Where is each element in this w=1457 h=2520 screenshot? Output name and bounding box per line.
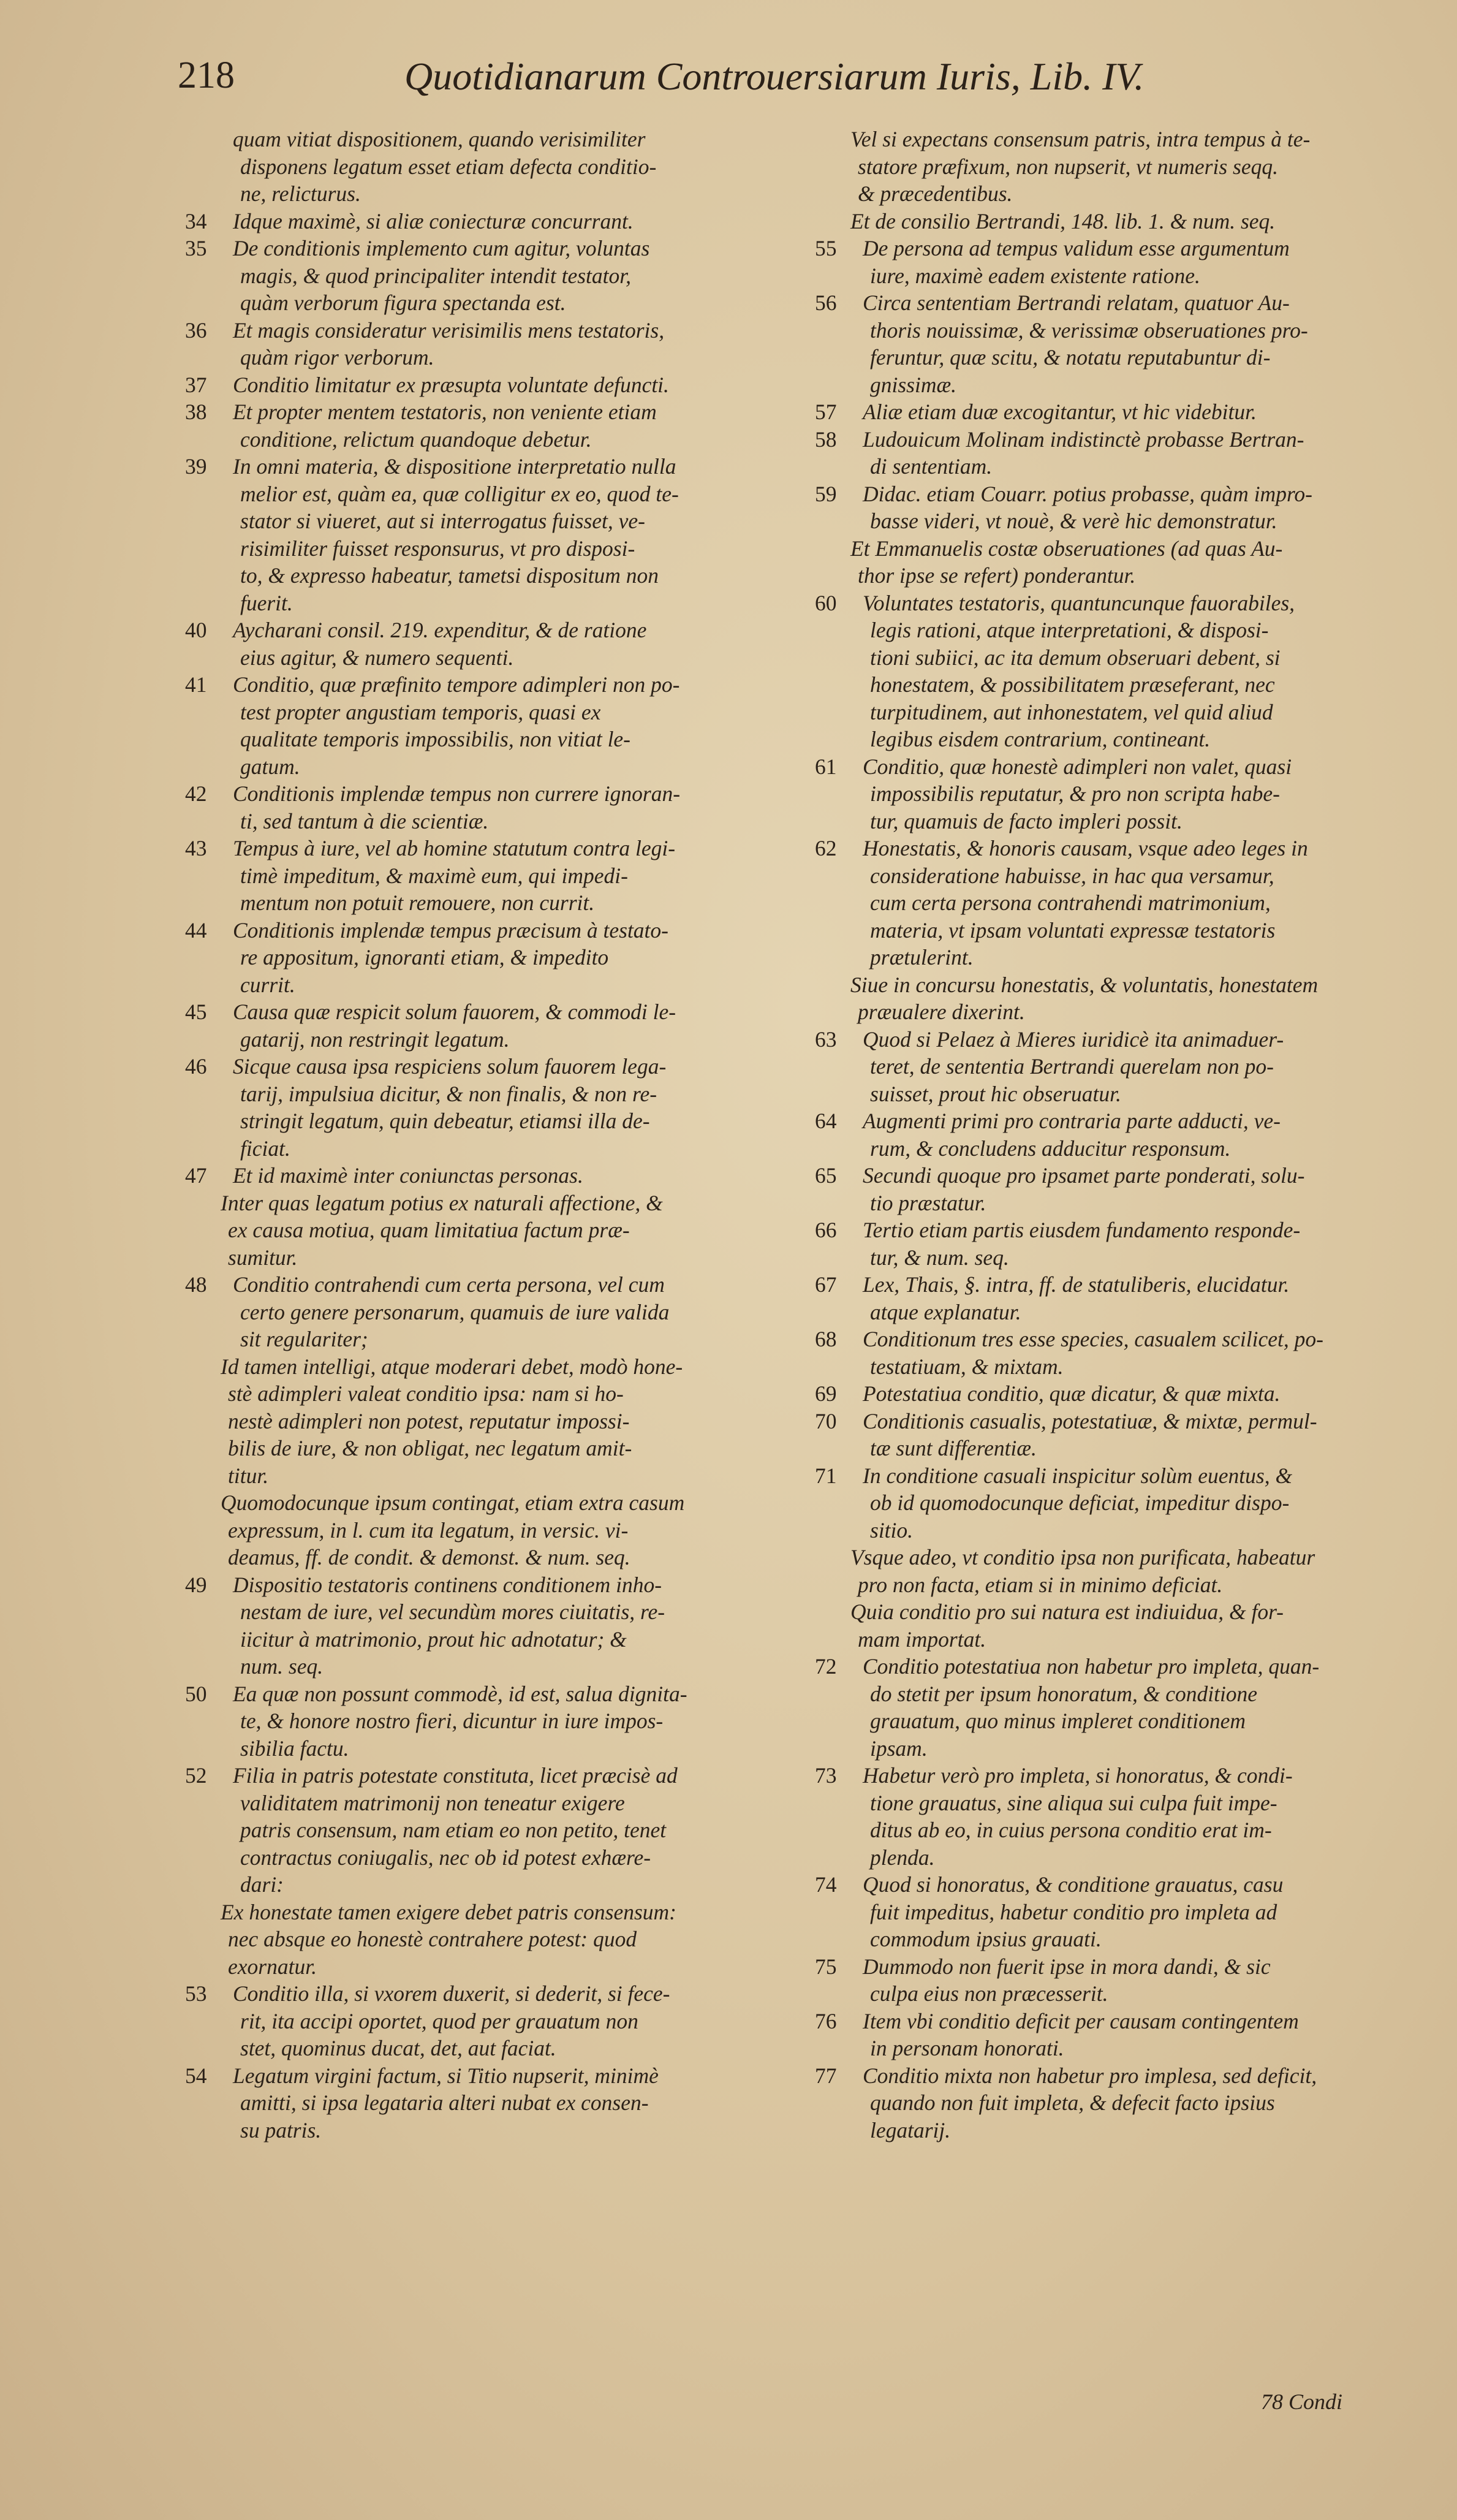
entry-line: Conditio, quæ honestè adimpleri non valet, quasi bbox=[863, 754, 1292, 779]
entry-number: 71 bbox=[815, 1463, 837, 1488]
entry-line: Vel si expectans consensum patris, intra tempus à te- bbox=[850, 127, 1311, 151]
entry-number: 65 bbox=[815, 1163, 837, 1188]
index-entry bbox=[815, 1762, 1400, 1871]
entry-number: 47 bbox=[185, 1163, 207, 1188]
entry-line: eius agitur, & numero sequenti. bbox=[240, 645, 514, 670]
entry-number: 45 bbox=[185, 1000, 207, 1024]
index-entry bbox=[815, 126, 1400, 208]
index-entry bbox=[185, 835, 805, 917]
index-entry bbox=[815, 1271, 1400, 1326]
entry-line: Habetur verò pro impleta, si honoratus, & condi- bbox=[863, 1763, 1293, 1788]
entry-line: Et de consilio Bertrandi, 148. lib. 1. & num. seq. bbox=[850, 208, 1276, 233]
entry-line: iicitur à matrimonio, prout hic adnotatur; & bbox=[240, 1626, 627, 1652]
entry-line: conditione, relictum quandoque debetur. bbox=[240, 427, 592, 452]
entry-line: Inter quas legatum potius ex naturali affectione, & bbox=[221, 1190, 663, 1215]
entry-line: quàm rigor verborum. bbox=[240, 345, 434, 370]
entry-line: bilis de iure, & non obligat, nec legatum amit- bbox=[228, 1436, 632, 1460]
index-entry bbox=[815, 1653, 1400, 1762]
entry-line: to, & expresso habeatur, tametsi dispositum non bbox=[240, 563, 659, 588]
entry-line: quàm verborum figura spectanda est. bbox=[240, 290, 566, 315]
index-entry bbox=[815, 1953, 1400, 2008]
entry-line: contractus coniugalis, nec ob id potest exhære- bbox=[240, 1845, 651, 1870]
entry-number: 34 bbox=[185, 208, 207, 233]
entry-line: Et magis consideratur verisimilis mens testatoris, bbox=[233, 317, 665, 343]
entry-line: iure, maximè eadem existente ratione. bbox=[870, 263, 1200, 288]
entry-line: tioni subiici, ac ita demum obseruari debent, si bbox=[870, 645, 1281, 670]
entry-line: Sicque causa ipsa respiciens solum fauorem lega- bbox=[233, 1054, 667, 1079]
entry-line: sit regulariter; bbox=[240, 1327, 368, 1351]
index-entry bbox=[815, 398, 1400, 426]
entry-line: nec absque eo honestè contrahere potest: quod bbox=[228, 1927, 637, 1951]
entry-line: testatiuam, & mixtam. bbox=[870, 1354, 1064, 1379]
entry-number: 40 bbox=[185, 618, 207, 642]
index-entry bbox=[185, 371, 805, 399]
entry-line: tione grauatus, sine aliqua sui culpa fuit impe- bbox=[870, 1790, 1277, 1815]
entry-line: quam vitiat dispositionem, quando verisimiliter bbox=[233, 127, 646, 151]
entry-number: 56 bbox=[815, 290, 837, 315]
entry-line: test propter angustiam temporis, quasi ex bbox=[240, 699, 601, 724]
entry-number: 70 bbox=[815, 1408, 837, 1433]
entry-line: tur, & num. seq. bbox=[870, 1245, 1009, 1270]
entry-number: 54 bbox=[185, 2063, 207, 2088]
entry-line: tio præstatur. bbox=[870, 1190, 986, 1215]
index-entry bbox=[815, 590, 1400, 753]
entry-line: te, & honore nostro fieri, dicuntur in iure impos- bbox=[240, 1709, 664, 1733]
entry-number: 76 bbox=[815, 2008, 837, 2033]
index-entry bbox=[185, 780, 805, 835]
page-header bbox=[178, 54, 1281, 115]
entry-line: culpa eius non præcesserit. bbox=[870, 1981, 1108, 2006]
entry-line: Dispositio testatoris continens conditionem inho- bbox=[233, 1572, 662, 1597]
index-entry bbox=[815, 289, 1400, 398]
entry-number: 77 bbox=[815, 2063, 837, 2088]
entry-number: 37 bbox=[185, 372, 207, 397]
entry-number: 52 bbox=[185, 1763, 207, 1788]
left-column bbox=[185, 126, 805, 2144]
entry-number: 63 bbox=[815, 1027, 837, 1052]
entry-line: Siue in concursu honestatis, & voluntatis, honestatem bbox=[850, 972, 1319, 997]
entry-line: nestè adimpleri non potest, reputatur impossi- bbox=[228, 1408, 630, 1433]
entry-number: 55 bbox=[815, 236, 837, 260]
entry-line: Conditio, quæ præfinito tempore adimpleri non po- bbox=[233, 672, 680, 697]
entry-line: prætulerint. bbox=[870, 945, 974, 970]
entry-line: Conditionis implendæ tempus non currere ignoran- bbox=[233, 781, 681, 806]
entry-number: 50 bbox=[185, 1681, 207, 1706]
entry-line: De conditionis implemento cum agitur, voluntas bbox=[233, 236, 650, 260]
entry-number: 69 bbox=[815, 1381, 837, 1406]
entry-line: stator si viueret, aut si interrogatus fuisset, ve- bbox=[240, 509, 645, 533]
entry-line: pro non facta, etiam si in minimo deficiat. bbox=[858, 1572, 1223, 1597]
entry-number: 36 bbox=[185, 317, 207, 343]
entry-line: Ludouicum Molinam indistinctè probasse Bertran- bbox=[863, 427, 1304, 452]
entry-line: Secundi quoque pro ipsamet parte ponderati, solu- bbox=[863, 1163, 1305, 1188]
entry-line: Tempus à iure, vel ab homine statutum contra legi- bbox=[233, 836, 676, 860]
index-entry bbox=[185, 917, 805, 999]
entry-line: ditus ab eo, in cuius persona conditio erat im- bbox=[870, 1818, 1272, 1842]
entry-number: 42 bbox=[185, 781, 207, 806]
index-entry bbox=[185, 1053, 805, 1162]
entry-number: 44 bbox=[185, 917, 207, 943]
entry-line: di sententiam. bbox=[870, 454, 993, 479]
index-entry bbox=[185, 317, 805, 371]
index-entry bbox=[815, 1544, 1400, 1598]
entry-line: risimiliter fuisset responsurus, vt pro disposi- bbox=[240, 536, 635, 561]
entry-number: 58 bbox=[815, 427, 837, 452]
entry-line: sibilia factu. bbox=[240, 1736, 349, 1761]
index-entry bbox=[815, 208, 1400, 235]
entry-line: su patris. bbox=[240, 2117, 322, 2142]
entry-line: Voluntates testatoris, quantuncunque fauorabiles, bbox=[863, 590, 1295, 615]
entry-number: 61 bbox=[815, 754, 837, 779]
entry-line: plenda. bbox=[870, 1845, 935, 1870]
index-entry bbox=[185, 208, 805, 235]
entry-line: legatarij. bbox=[870, 2117, 951, 2142]
entry-line: impossibilis reputatur, & pro non scripta habe- bbox=[870, 781, 1280, 806]
entry-number: 67 bbox=[815, 1272, 837, 1297]
index-entry bbox=[815, 1216, 1400, 1271]
index-entry bbox=[815, 426, 1400, 480]
entry-line: Conditio limitatur ex præsupta voluntate defuncti. bbox=[233, 372, 669, 397]
entry-line: Aycharani consil. 219. expenditur, & de ratione bbox=[233, 618, 647, 642]
index-entry bbox=[185, 998, 805, 1053]
entry-line: tarij, impulsiua dicitur, & non finalis, & non re- bbox=[240, 1081, 657, 1106]
entry-line: ipsam. bbox=[870, 1736, 928, 1761]
entry-number: 35 bbox=[185, 236, 207, 260]
index-entry bbox=[815, 835, 1400, 971]
entry-line: commodum ipsius grauati. bbox=[870, 1927, 1102, 1951]
index-entry bbox=[815, 971, 1400, 1026]
entry-line: Quod si Pelaez à Mieres iuridicè ita animaduer- bbox=[863, 1027, 1284, 1052]
entry-line: suisset, prout hic obseruatur. bbox=[870, 1081, 1121, 1106]
index-entry bbox=[185, 1762, 805, 1899]
entry-line: stè adimpleri valeat conditio ipsa: nam si ho- bbox=[228, 1381, 624, 1406]
index-entry bbox=[815, 1871, 1400, 1953]
entry-line: Aliæ etiam duæ excogitantur, vt hic videbitur. bbox=[863, 400, 1257, 424]
entry-line: timè impeditum, & maximè eum, qui impedi- bbox=[240, 863, 628, 888]
entry-line: legis rationi, atque interpretationi, & disposi- bbox=[870, 618, 1269, 642]
index-entry bbox=[815, 1598, 1400, 1653]
entry-line: exornatur. bbox=[228, 1954, 317, 1979]
entry-line: Augmenti primi pro contraria parte adducti, ve- bbox=[863, 1109, 1281, 1133]
entry-line: Lex, Thais, §. intra, ff. de statuliberis, elucidatur. bbox=[863, 1272, 1290, 1297]
entry-line: Circa sententiam Bertrandi relatam, quatuor Au- bbox=[863, 290, 1290, 315]
entry-line: consideratione habuisse, in hac qua versamur, bbox=[870, 863, 1274, 888]
entry-line: disponens legatum esset etiam defecta conditio- bbox=[240, 154, 657, 179]
entry-line: dari: bbox=[240, 1872, 284, 1897]
entry-line: Filia in patris potestate constituta, licet præcisè ad bbox=[233, 1763, 678, 1788]
index-entry bbox=[185, 671, 805, 780]
entry-number: 66 bbox=[815, 1218, 837, 1242]
entry-line: Ea quæ non possunt commodè, id est, salua dignita- bbox=[233, 1681, 687, 1706]
entry-line: honestatem, & possibilitatem præseferant, nec bbox=[870, 672, 1275, 697]
entry-number: 48 bbox=[185, 1272, 207, 1297]
entry-line: Conditio potestatiua non habetur pro impleta, quan- bbox=[863, 1654, 1320, 1679]
entry-line: ti, sed tantum à die scientiæ. bbox=[240, 808, 489, 833]
entry-number: 64 bbox=[815, 1109, 837, 1133]
entry-number: 73 bbox=[815, 1763, 837, 1788]
index-entry bbox=[815, 1162, 1400, 1216]
entry-number: 72 bbox=[815, 1654, 837, 1679]
entry-line: In omni materia, & dispositione interpretatio nulla bbox=[233, 454, 676, 479]
entry-line: expressum, in l. cum ita legatum, in versic. vi- bbox=[228, 1517, 629, 1543]
index-entry bbox=[185, 398, 805, 453]
entry-line: Conditio mixta non habetur pro implesa, sed deficit, bbox=[863, 2063, 1317, 2088]
entry-line: sumitur. bbox=[228, 1245, 298, 1270]
entry-line: patris consensum, nam etiam eo non petito, tenet bbox=[240, 1818, 667, 1842]
entry-line: fuit impeditus, habetur conditio pro impleta ad bbox=[870, 1899, 1277, 1924]
index-entry bbox=[815, 1380, 1400, 1408]
entry-number: 38 bbox=[185, 400, 207, 424]
entry-line: Vsque adeo, vt conditio ipsa non purificata, habeatur bbox=[850, 1545, 1315, 1569]
entry-line: fuerit. bbox=[240, 590, 293, 615]
entry-line: Et id maximè inter coniunctas personas. bbox=[233, 1163, 583, 1188]
entry-line: legibus eisdem contrarium, contineant. bbox=[870, 727, 1211, 751]
entry-line: gnissimæ. bbox=[870, 372, 957, 397]
index-entry bbox=[185, 1680, 805, 1763]
entry-line: nestam de iure, vel secundùm mores ciuitatis, re- bbox=[240, 1600, 665, 1624]
index-entry bbox=[185, 1571, 805, 1680]
entry-line: mam importat. bbox=[858, 1626, 986, 1652]
entry-line: basse videri, vt nouè, & verè hic demonstratur. bbox=[870, 509, 1277, 533]
index-entry bbox=[185, 126, 805, 208]
catchword: 78 Condi bbox=[1261, 2389, 1343, 2414]
entry-line: rum, & concludens adducitur responsum. bbox=[870, 1136, 1231, 1161]
entry-line: titur. bbox=[228, 1463, 269, 1488]
entry-line: sitio. bbox=[870, 1517, 914, 1543]
entry-line: Conditionum tres esse species, casualem scilicet, po- bbox=[863, 1327, 1323, 1351]
entry-number: 46 bbox=[185, 1054, 207, 1079]
index-entry bbox=[815, 1026, 1400, 1108]
entry-line: ex causa motiua, quam limitatiua factum præ- bbox=[228, 1218, 630, 1242]
index-entry bbox=[185, 453, 805, 617]
entry-number: 41 bbox=[185, 672, 207, 697]
entry-line: stet, quominus ducat, det, aut faciat. bbox=[240, 2036, 556, 2060]
entry-line: Ex honestate tamen exigere debet patris consensum: bbox=[221, 1899, 676, 1924]
entry-number: 57 bbox=[815, 400, 837, 424]
entry-line: quando non fuit impleta, & defecit facto ipsius bbox=[870, 2090, 1275, 2115]
entry-line: & præcedentibus. bbox=[858, 181, 1013, 206]
entry-line: Dummodo non fuerit ipse in mora dandi, & sic bbox=[863, 1954, 1271, 1979]
entry-line: Idque maximè, si aliæ coniecturæ concurrant. bbox=[233, 208, 634, 233]
entry-line: tæ sunt differentiæ. bbox=[870, 1436, 1037, 1460]
entry-line: Quod si honoratus, & conditione grauatus, casu bbox=[863, 1872, 1284, 1897]
index-entry bbox=[815, 1462, 1400, 1544]
entry-line: materia, vt ipsam voluntati expressæ testatoris bbox=[870, 917, 1276, 943]
index-entry bbox=[185, 1353, 805, 1490]
entry-line: melior est, quàm ea, quæ colligitur ex eo, quod te- bbox=[240, 481, 679, 506]
entry-line: certo genere personarum, quamuis de iure valida bbox=[240, 1299, 670, 1324]
entry-line: ob id quomodocunque deficiat, impeditur dispo- bbox=[870, 1490, 1290, 1515]
entry-line: atque explanatur. bbox=[870, 1299, 1021, 1324]
entry-line: qualitate temporis impossibilis, non vitiat le- bbox=[240, 727, 631, 751]
entry-line: cum certa persona contrahendi matrimonium, bbox=[870, 890, 1271, 915]
entry-line: ne, relicturus. bbox=[240, 181, 361, 206]
entry-line: Conditio illa, si vxorem duxerit, si dederit, si fece- bbox=[233, 1981, 670, 2006]
entry-line: Didac. etiam Couarr. potius probasse, quàm impro- bbox=[863, 481, 1313, 506]
entry-line: thoris nouissimæ, & verissimæ obseruationes pro- bbox=[870, 317, 1308, 343]
entry-line: Id tamen intelligi, atque moderari debet, modò hone- bbox=[221, 1354, 683, 1379]
entry-line: statore præfixum, non nupserit, vt numeris seqq. bbox=[858, 154, 1278, 179]
entry-line: Quomodocunque ipsum contingat, etiam extra casum bbox=[221, 1490, 685, 1515]
entry-line: In conditione casuali inspicitur solùm euentus, & bbox=[863, 1463, 1293, 1488]
entry-line: Et Emmanuelis costæ obseruationes (ad quas Au- bbox=[850, 536, 1283, 561]
entry-line: validitatem matrimonij non teneatur exigere bbox=[240, 1790, 625, 1815]
entry-line: thor ipse se refert) ponderantur. bbox=[858, 563, 1136, 588]
entry-line: ficiat. bbox=[240, 1136, 290, 1161]
entry-number: 39 bbox=[185, 454, 207, 479]
entry-line: gatarij, non restringit legatum. bbox=[240, 1027, 510, 1052]
entry-line: tur, quamuis de facto impleri possit. bbox=[870, 808, 1183, 833]
entry-line: Conditionis casualis, potestatiuæ, & mixtæ, permul- bbox=[863, 1408, 1317, 1433]
index-entry bbox=[815, 1326, 1400, 1380]
entry-line: magis, & quod principaliter intendit testator, bbox=[240, 263, 632, 288]
entry-line: deamus, ff. de condit. & demonst. & num. seq. bbox=[228, 1545, 630, 1569]
entry-number: 62 bbox=[815, 836, 837, 860]
right-column bbox=[815, 126, 1400, 2144]
index-entry bbox=[815, 480, 1400, 535]
entry-number: 59 bbox=[815, 481, 837, 506]
entry-line: currit. bbox=[240, 972, 295, 997]
entry-line: grauatum, quo minus impleret conditionem bbox=[870, 1709, 1246, 1733]
index-entry bbox=[815, 2062, 1400, 2144]
index-entry bbox=[185, 617, 805, 671]
index-entry bbox=[185, 1899, 805, 1981]
entry-number: 43 bbox=[185, 836, 207, 860]
index-entry bbox=[185, 1190, 805, 1272]
entry-line: mentum non potuit remouere, non currit. bbox=[240, 890, 595, 915]
entry-line: præualere dixerint. bbox=[858, 1000, 1025, 1024]
entry-line: rit, ita accipi oportet, quod per grauatum non bbox=[240, 2008, 638, 2033]
index-entry bbox=[185, 1162, 805, 1190]
entry-line: Tertio etiam partis eiusdem fundamento responde- bbox=[863, 1218, 1301, 1242]
entry-number: 74 bbox=[815, 1872, 837, 1897]
entry-line: Honestatis, & honoris causam, vsque adeo leges in bbox=[863, 836, 1308, 860]
running-title: Quotidianarum Controuersiarum Iuris, Lib. IV. bbox=[404, 55, 1145, 98]
index-entry bbox=[185, 1489, 805, 1571]
entry-number: 60 bbox=[815, 590, 837, 615]
page-number: 218 bbox=[178, 55, 235, 96]
index-entry bbox=[815, 235, 1400, 289]
entry-number: 68 bbox=[815, 1327, 837, 1351]
entry-line: Legatum virgini factum, si Titio nupserit, minimè bbox=[233, 2063, 659, 2088]
entry-line: num. seq. bbox=[240, 1654, 324, 1679]
entry-line: do stetit per ipsum honoratum, & conditione bbox=[870, 1681, 1258, 1706]
entry-line: Item vbi conditio deficit per causam contingentem bbox=[863, 2008, 1299, 2033]
entry-number: 53 bbox=[185, 1981, 207, 2006]
entry-line: amitti, si ipsa legataria alteri nubat ex consen- bbox=[240, 2090, 649, 2115]
entry-line: teret, de sententia Bertrandi querelam non po- bbox=[870, 1054, 1274, 1079]
entry-line: Conditio contrahendi cum certa persona, vel cum bbox=[233, 1272, 665, 1297]
entry-line: stringit legatum, quin debeatur, etiamsi illa de- bbox=[240, 1109, 650, 1133]
entry-line: Conditionis implendæ tempus præcisum à testato- bbox=[233, 917, 668, 943]
index-entry bbox=[185, 1980, 805, 2062]
index-entry bbox=[815, 1107, 1400, 1162]
entry-line: gatum. bbox=[240, 754, 300, 779]
entry-line: feruntur, quæ scitu, & notatu reputabuntur di- bbox=[870, 345, 1271, 370]
entry-line: Potestatiua conditio, quæ dicatur, & quæ mixta. bbox=[863, 1381, 1281, 1406]
index-entry bbox=[815, 2008, 1400, 2062]
entry-line: Causa quæ respicit solum fauorem, & commodi le- bbox=[233, 1000, 676, 1024]
entry-line: Quia conditio pro sui natura est indiuidua, & for- bbox=[850, 1600, 1284, 1624]
index-entry bbox=[815, 535, 1400, 590]
entry-line: re appositum, ignoranti etiam, & impedito bbox=[240, 945, 609, 970]
entry-number: 49 bbox=[185, 1572, 207, 1597]
entry-line: in personam honorati. bbox=[870, 2036, 1064, 2060]
index-entry bbox=[185, 2062, 805, 2144]
index-entry bbox=[815, 1408, 1400, 1462]
entry-line: Et propter mentem testatoris, non veniente etiam bbox=[233, 400, 657, 424]
entry-number: 75 bbox=[815, 1954, 837, 1979]
entry-line: turpitudinem, aut inhonestatem, vel quid aliud bbox=[870, 699, 1273, 724]
index-entry bbox=[185, 235, 805, 317]
index-entry bbox=[185, 1271, 805, 1353]
index-entry bbox=[815, 753, 1400, 835]
entry-line: De persona ad tempus validum esse argumentum bbox=[863, 236, 1290, 260]
